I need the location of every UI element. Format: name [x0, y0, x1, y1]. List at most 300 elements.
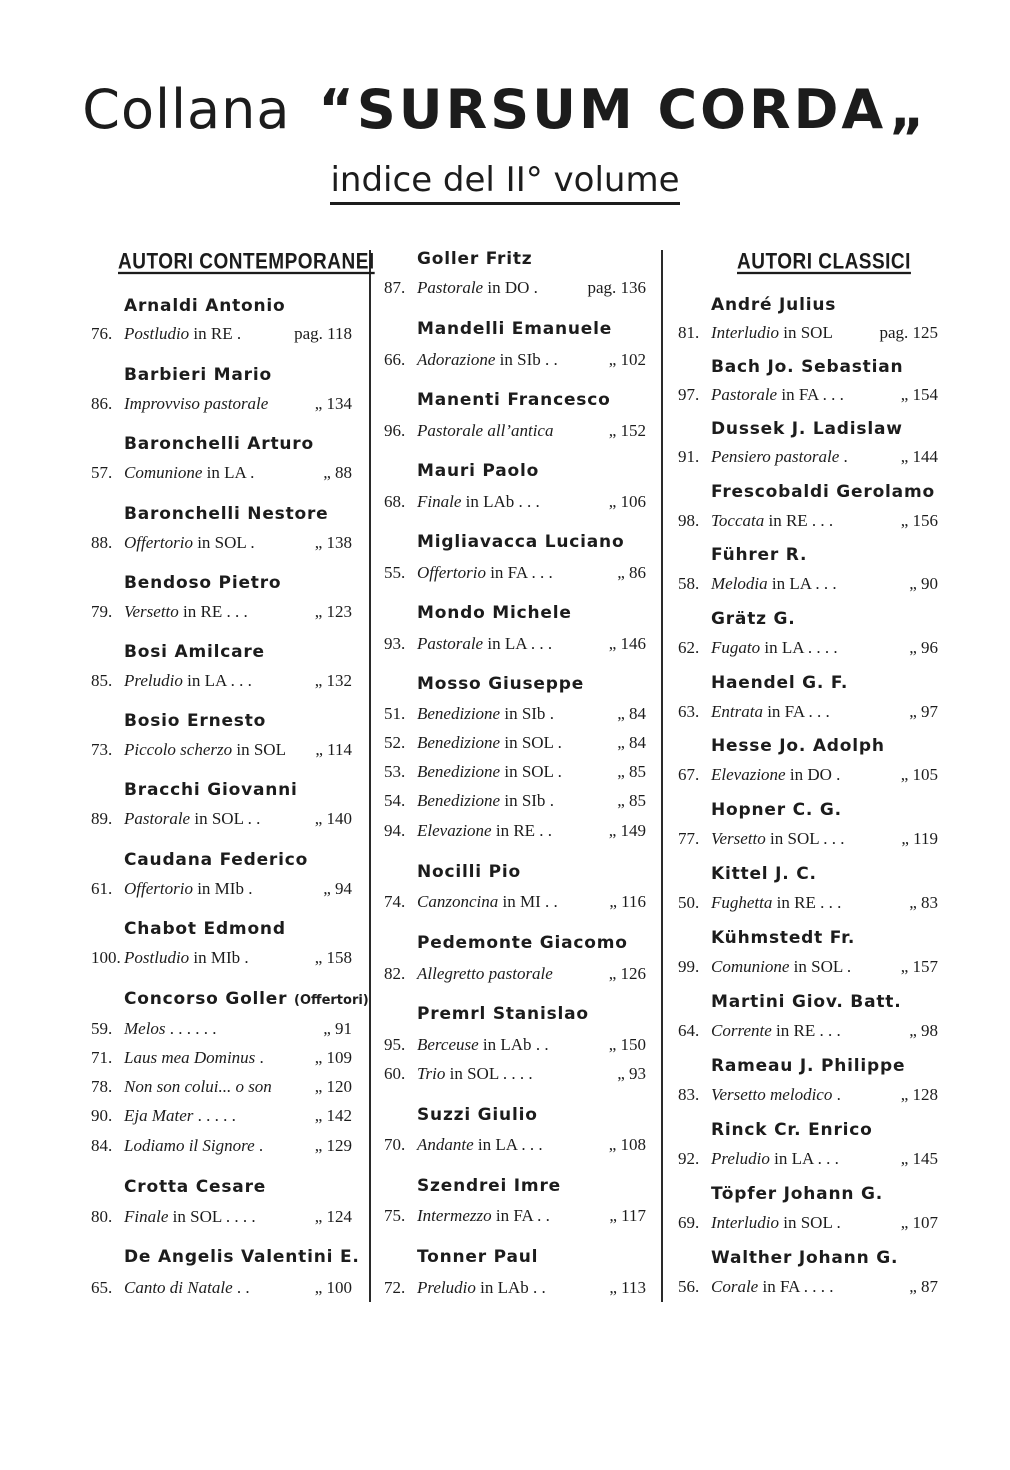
author-name — [711, 295, 836, 315]
piece-title: Versetto melodico — [711, 1085, 833, 1104]
page-number: „ 102 — [608, 350, 646, 369]
page-number: „ 140 — [314, 809, 352, 828]
page-number: „ 119 — [901, 829, 938, 848]
entry-text — [417, 492, 540, 512]
author-label: Hopner C. G. — [711, 800, 842, 820]
index-entry — [384, 1206, 646, 1230]
piece-key: in LA — [487, 634, 527, 653]
entry-number: 80. — [91, 1207, 113, 1226]
piece-key: in MIb — [193, 948, 241, 967]
author-name — [124, 434, 314, 454]
piece-title: Trio — [417, 1064, 446, 1083]
entry-number: 56. — [678, 1277, 700, 1296]
index-entry — [678, 323, 938, 347]
piece-title: Andante — [417, 1135, 474, 1154]
entry-text — [417, 1278, 546, 1298]
page-number: „ 98 — [909, 1021, 938, 1040]
index-entry — [91, 740, 352, 764]
heading-contemporary-authors: AUTORI CONTEMPORANEI — [118, 250, 375, 275]
entry-text — [711, 893, 841, 913]
author-label: André Julius — [711, 295, 837, 315]
entry-text — [124, 1136, 263, 1156]
entry-number: 57. — [91, 463, 113, 482]
entry-number: 55. — [384, 563, 406, 582]
author-name — [124, 573, 281, 593]
author-label: Mondo Michele — [417, 603, 572, 623]
entry-number: 60. — [384, 1064, 406, 1083]
entry-number: 84. — [91, 1136, 113, 1155]
entry-text — [417, 1135, 543, 1155]
leader-dots: . — [557, 762, 562, 781]
author-label: Walther Johann G. — [711, 1248, 899, 1268]
author-name — [417, 933, 628, 953]
piece-title: Adorazione — [417, 350, 496, 369]
leader-dots: . . . — [226, 602, 248, 621]
leader-dots: . . . — [230, 671, 252, 690]
leader-dots: . — [843, 447, 848, 466]
piece-title: Berceuse — [417, 1035, 479, 1054]
index-entry — [91, 1048, 352, 1072]
index-entry — [384, 278, 646, 302]
page-number: „ 100 — [314, 1278, 352, 1297]
index-entry — [678, 829, 938, 853]
index-entry — [91, 1077, 352, 1101]
entry-text — [417, 964, 553, 984]
index-entry — [678, 957, 938, 981]
entry-number: 69. — [678, 1213, 700, 1232]
index-entry — [384, 762, 646, 786]
entry-text — [711, 638, 838, 658]
author-name — [124, 1177, 266, 1197]
index-entry — [678, 574, 938, 598]
piece-key: in RE — [495, 821, 536, 840]
author-name — [417, 862, 521, 882]
entry-text — [124, 324, 241, 344]
author-name — [711, 1184, 883, 1204]
leader-dots: . — [549, 704, 554, 723]
entry-text — [711, 957, 851, 977]
page-number: „ 84 — [617, 733, 646, 752]
author-label: Caudana Federico — [124, 850, 309, 870]
entry-text — [711, 1277, 834, 1297]
index-entry — [91, 1278, 352, 1302]
index-entry — [678, 893, 938, 917]
index-entry — [678, 1277, 938, 1301]
entry-text — [711, 702, 830, 722]
leader-dots: . — [250, 463, 255, 482]
author-name — [417, 461, 539, 481]
leader-dots: . . . — [521, 1135, 543, 1154]
index-entry — [91, 1019, 352, 1043]
piece-title: Interludio — [711, 1213, 779, 1232]
index-entry — [384, 1035, 646, 1059]
entry-text — [417, 1064, 533, 1084]
piece-title: Benedizione — [417, 791, 501, 810]
piece-key: in SOL — [770, 829, 819, 848]
piece-title: Benedizione — [417, 704, 501, 723]
entry-text — [124, 948, 249, 968]
leader-dots: . — [248, 879, 253, 898]
index-entry — [384, 791, 646, 815]
entry-number: 86. — [91, 394, 113, 413]
leader-dots: . . . — [819, 1021, 841, 1040]
author-label: Führer R. — [711, 545, 808, 565]
author-name — [124, 780, 298, 800]
column-divider-right — [661, 250, 663, 1302]
index-entry — [384, 563, 646, 587]
entry-text — [124, 463, 254, 483]
author-label: Chabot Edmond — [124, 919, 286, 939]
leader-dots: . . . — [811, 511, 834, 530]
piece-key: in SOL — [783, 323, 833, 342]
subtitle-text: indice del II° volume — [330, 160, 679, 205]
page-number: „ 85 — [617, 791, 646, 810]
page-number: „ 105 — [900, 765, 938, 784]
leader-dots: . — [236, 324, 242, 343]
entry-text — [417, 821, 552, 841]
entry-text — [417, 563, 553, 583]
entry-number: 64. — [678, 1021, 700, 1040]
entry-text — [417, 1206, 550, 1226]
entry-text — [417, 733, 562, 753]
entry-text — [124, 809, 260, 829]
author-label: Arnaldi Antonio — [124, 296, 286, 316]
page-number: „ 146 — [608, 634, 646, 653]
leader-dots: . . . . . . — [169, 1019, 217, 1038]
piece-title: Pastorale — [711, 385, 778, 404]
entry-number: 63. — [678, 702, 700, 721]
author-name — [417, 674, 584, 694]
page-number: „ 114 — [315, 740, 352, 759]
entry-text — [124, 533, 255, 553]
index-entry — [91, 533, 352, 557]
leader-dots: . . . . — [803, 1277, 834, 1296]
piece-key: in SIb — [499, 350, 541, 369]
piece-key: in DO — [487, 278, 530, 297]
page-number: „ 96 — [909, 638, 938, 657]
author-name — [711, 609, 796, 629]
leader-dots: . — [836, 765, 841, 784]
page-number: „ 108 — [608, 1135, 646, 1154]
author-label: Frescobaldi Gerolamo — [711, 482, 935, 502]
author-label: Migliavacca Luciano — [417, 532, 625, 552]
entry-number: 100. — [91, 948, 121, 967]
piece-title: Pastorale all’antica — [417, 421, 554, 440]
page-number: „ 97 — [909, 702, 938, 721]
piece-title: Corrente — [711, 1021, 772, 1040]
index-entry — [384, 964, 646, 988]
leader-dots: . . — [544, 892, 558, 911]
piece-title: Piccolo scherzo — [124, 740, 233, 759]
author-name — [124, 504, 329, 524]
piece-title: Fugato — [711, 638, 761, 657]
entry-number: 89. — [91, 809, 113, 828]
entry-number: 51. — [384, 704, 406, 723]
author-label: Martini Giov. Batt. — [711, 992, 902, 1012]
author-name — [124, 296, 286, 316]
entry-number: 96. — [384, 421, 406, 440]
author-name — [417, 249, 532, 269]
author-name — [124, 711, 266, 731]
index-entry — [384, 733, 646, 757]
author-label: Rinck Cr. Enrico — [711, 1120, 873, 1140]
entry-number: 73. — [91, 740, 113, 759]
author-name — [124, 1247, 360, 1267]
entry-text — [417, 762, 562, 782]
piece-title: Pastorale — [417, 634, 484, 653]
entry-text — [417, 1035, 549, 1055]
author-label: Hesse Jo. Adolph — [711, 736, 885, 756]
piece-key: in SIb — [504, 704, 546, 723]
entry-number: 77. — [678, 829, 700, 848]
author-label: Tonner Paul — [417, 1247, 539, 1267]
piece-title: Finale — [124, 1207, 169, 1226]
page-number: „ 83 — [909, 893, 938, 912]
page-number: „ 91 — [323, 1019, 352, 1038]
title-series: “SURSUM CORDA„ — [318, 78, 928, 141]
leader-dots: . . — [535, 1035, 549, 1054]
entry-number: 50. — [678, 893, 700, 912]
entry-number: 95. — [384, 1035, 406, 1054]
piece-title: Offertorio — [417, 563, 486, 582]
entry-text — [124, 1048, 264, 1068]
index-entry — [91, 394, 352, 418]
page-number: „ 86 — [617, 563, 646, 582]
page-number: „ 84 — [617, 704, 646, 723]
author-label: Bendoso Pietro — [124, 573, 282, 593]
index-entry — [384, 492, 646, 516]
page-number: „ 93 — [617, 1064, 646, 1083]
piece-title: Preludio — [124, 671, 183, 690]
leader-dots: . . . — [820, 893, 842, 912]
page-number: pag. 118 — [294, 324, 352, 343]
entry-text — [711, 1085, 841, 1105]
author-name — [711, 1056, 905, 1076]
entry-number: 94. — [384, 821, 406, 840]
leader-dots: . . . . — [807, 638, 838, 657]
piece-title: Lodiamo il Signore — [124, 1136, 255, 1155]
entry-text — [711, 829, 845, 849]
entry-text — [124, 1207, 256, 1227]
page-number: „ 124 — [314, 1207, 352, 1226]
author-label: Mandelli Emanuele — [417, 319, 613, 339]
piece-title: Laus mea Dominus — [124, 1048, 256, 1067]
entry-text — [417, 350, 558, 370]
author-label: Kittel J. C. — [711, 864, 817, 884]
piece-title: Comunione — [124, 463, 203, 482]
author-label: Baronchelli Arturo — [124, 434, 314, 454]
page-number: „ 157 — [900, 957, 938, 976]
author-name — [711, 1248, 898, 1268]
leader-dots: . . — [544, 350, 558, 369]
index-entry — [384, 421, 646, 445]
author-name — [124, 850, 308, 870]
page-number: pag. 136 — [587, 278, 646, 297]
page-number: „ 117 — [609, 1206, 646, 1225]
author-name — [124, 989, 369, 1009]
page-number: „ 154 — [900, 385, 938, 404]
entry-text — [417, 704, 554, 724]
page-number: „ 128 — [900, 1085, 938, 1104]
entry-number: 62. — [678, 638, 700, 657]
piece-key: in FA — [762, 1277, 800, 1296]
entry-number: 71. — [91, 1048, 113, 1067]
piece-key: in FA — [495, 1206, 533, 1225]
page-number: „ 85 — [617, 762, 646, 781]
author-label: Szendrei Imre — [417, 1176, 561, 1196]
piece-title: Melodia — [711, 574, 768, 593]
page-number: „ 88 — [323, 463, 352, 482]
piece-title: Non son colui... o son — [124, 1077, 272, 1096]
author-name — [711, 992, 901, 1012]
page-number: „ 156 — [900, 511, 938, 530]
entry-number: 61. — [91, 879, 113, 898]
leader-dots: . . — [236, 1278, 250, 1297]
index-entry — [678, 511, 938, 535]
index-entry — [384, 1278, 646, 1302]
entry-number: 82. — [384, 964, 406, 983]
page-number: „ 116 — [609, 892, 646, 911]
page-number: „ 150 — [608, 1035, 646, 1054]
page-number: „ 134 — [314, 394, 352, 413]
author-name — [711, 357, 903, 377]
piece-key: in SIb — [504, 791, 546, 810]
entry-number: 99. — [678, 957, 700, 976]
author-name — [124, 365, 272, 385]
entry-text — [417, 892, 558, 912]
page-title — [0, 78, 1010, 141]
author-label: Baronchelli Nestore — [124, 504, 329, 524]
column-divider-left — [369, 250, 371, 1302]
index-entry — [91, 1207, 352, 1231]
author-label: Bach Jo. Sebastian — [711, 357, 904, 377]
entry-number: 76. — [91, 324, 113, 343]
piece-title: Interludio — [711, 323, 779, 342]
piece-title: Postludio — [124, 324, 190, 343]
piece-key: in SOL — [194, 809, 244, 828]
index-entry — [384, 1064, 646, 1088]
leader-dots: . . . — [817, 1149, 839, 1168]
entry-number: 74. — [384, 892, 406, 911]
leader-dots: . . . . — [502, 1064, 533, 1083]
entry-text — [124, 1019, 217, 1039]
author-name — [124, 642, 265, 662]
entry-number: 75. — [384, 1206, 406, 1225]
entry-number: 83. — [678, 1085, 700, 1104]
entry-number: 88. — [91, 533, 113, 552]
leader-dots: . . . — [822, 385, 844, 404]
entry-text — [711, 385, 844, 405]
piece-title: Entrata — [711, 702, 763, 721]
author-label: Manenti Francesco — [417, 390, 611, 410]
entry-number: 93. — [384, 634, 406, 653]
author-name — [417, 532, 624, 552]
page-number: „ 106 — [608, 492, 646, 511]
entry-text — [417, 634, 552, 654]
leader-dots: . . — [539, 821, 553, 840]
leader-dots: . — [846, 957, 852, 976]
entry-text — [124, 740, 286, 760]
piece-title: Eja Mater — [124, 1106, 194, 1125]
author-name — [711, 482, 935, 502]
index-entry — [678, 765, 938, 789]
index-entry — [678, 447, 938, 471]
leader-dots: . . — [533, 1278, 546, 1297]
leader-dots: . . . — [808, 702, 830, 721]
piece-key: in SOL — [783, 1213, 833, 1232]
entry-text — [124, 879, 252, 899]
entry-text — [711, 323, 833, 343]
author-name — [417, 390, 611, 410]
piece-key: in SOL — [449, 1064, 499, 1083]
entry-text — [711, 1021, 841, 1041]
piece-title: Offertorio — [124, 879, 193, 898]
entry-text — [417, 278, 538, 298]
page-number: „ 152 — [608, 421, 646, 440]
page-number: „ 138 — [314, 533, 352, 552]
leader-dots: . . — [537, 1206, 550, 1225]
leader-dots: . . . — [531, 563, 553, 582]
entry-number: 87. — [384, 278, 406, 297]
piece-key: in SOL — [504, 733, 554, 752]
piece-title: Benedizione — [417, 733, 501, 752]
piece-title: Canzoncina — [417, 892, 499, 911]
entry-number: 53. — [384, 762, 406, 781]
page-subtitle — [0, 160, 1010, 205]
page-number: „ 145 — [900, 1149, 938, 1168]
author-label: Mosso Giuseppe — [417, 674, 585, 694]
piece-title: Corale — [711, 1277, 759, 1296]
index-entry — [384, 821, 646, 845]
piece-key: in SOL — [793, 957, 843, 976]
piece-key: in LA — [774, 1149, 814, 1168]
author-label: Haendel G. F. — [711, 673, 849, 693]
index-entry — [384, 1135, 646, 1159]
leader-dots: . — [533, 278, 538, 297]
entry-text — [417, 791, 554, 811]
piece-title: Canto di Natale — [124, 1278, 233, 1297]
entry-number: 81. — [678, 323, 700, 342]
piece-title: Pastorale — [417, 278, 484, 297]
leader-dots: . — [836, 1213, 841, 1232]
piece-key: in FA — [767, 702, 805, 721]
piece-title: Versetto — [124, 602, 179, 621]
piece-title: Fughetta — [711, 893, 773, 912]
leader-dots: . . . — [823, 829, 845, 848]
piece-key: in DO — [789, 765, 832, 784]
piece-key: in LA — [764, 638, 804, 657]
piece-key: in SOL — [236, 740, 286, 759]
index-entry — [91, 809, 352, 833]
author-label: Premrl Stanislao — [417, 1004, 589, 1024]
entry-number: 72. — [384, 1278, 406, 1297]
piece-title: Melos — [124, 1019, 166, 1038]
index-entry — [384, 350, 646, 374]
entry-text — [711, 765, 840, 785]
index-entry — [91, 948, 352, 972]
piece-title: Postludio — [124, 948, 190, 967]
page-number: „ 123 — [314, 602, 352, 621]
author-label: Rameau J. Philippe — [711, 1056, 906, 1076]
piece-title: Improvviso pastorale — [124, 394, 269, 413]
page-number: „ 132 — [314, 671, 352, 690]
entry-text — [124, 394, 268, 414]
entry-number: 68. — [384, 492, 406, 511]
entry-text — [124, 1278, 250, 1298]
entry-number: 65. — [91, 1278, 113, 1297]
entry-number: 70. — [384, 1135, 406, 1154]
author-label: Concorso Goller — [124, 989, 288, 1009]
